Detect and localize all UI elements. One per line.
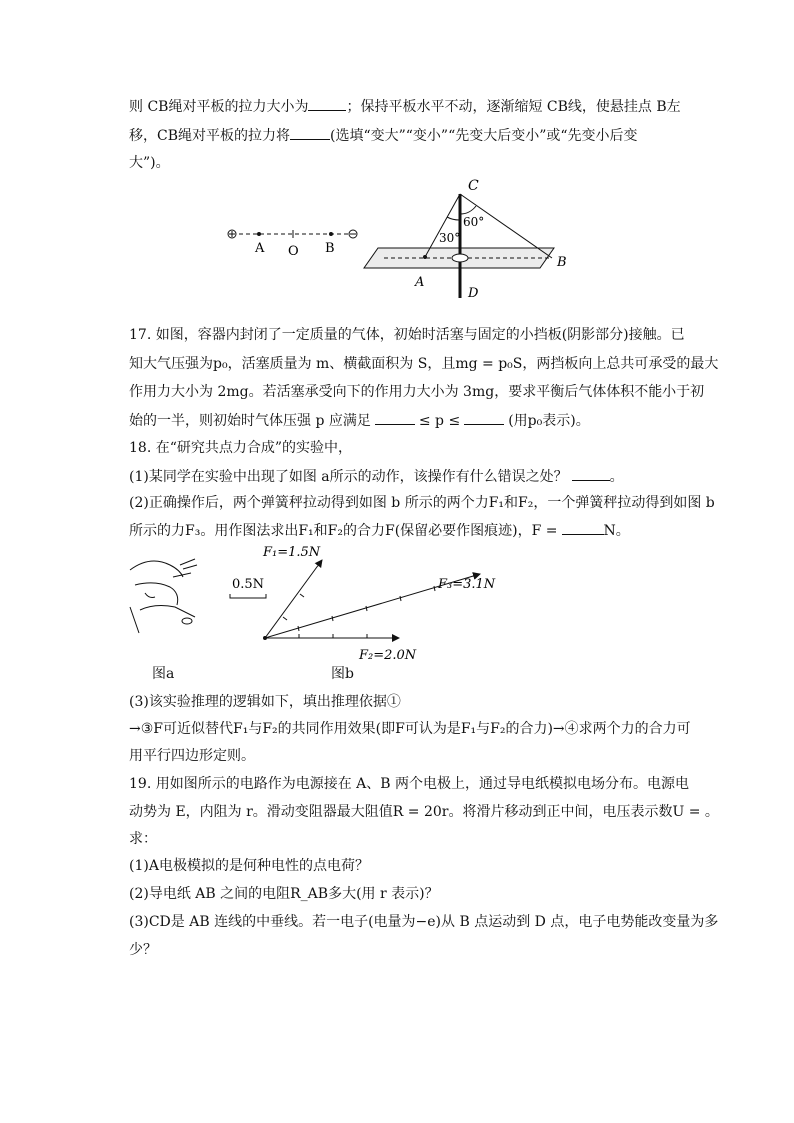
- knuckle-stroke: [145, 593, 155, 598]
- q17-blank-upper[interactable]: [464, 410, 504, 425]
- q18-line-3: (2)正确操作后，两个弹簧秤拉动得到如图 b 所示的两个力F₁和F₂，一个弹簧秤拉动得到如图 b: [129, 495, 715, 511]
- q19-line-5: (2)导电纸 AB 之间的电阻R_AB多大(用 r 表示)？: [129, 886, 439, 902]
- q16-line-3: 大”)。: [129, 155, 170, 171]
- label-b: B: [325, 241, 335, 256]
- q18-figure-b: [225, 540, 515, 665]
- hand-lower-outline: [140, 606, 195, 617]
- point-b: [329, 232, 333, 236]
- board-edge: [130, 607, 139, 633]
- label-f3: F₃=3.1N: [438, 577, 496, 592]
- q17-line-1: 17. 如图，容器内封闭了一定质量的气体，初始时活塞与固定的小挡板(阴影部分)接触。已: [129, 327, 685, 343]
- q18-line-2: (1)某同学在实验中出现了如图 a所示的动作，该操作有什么错误之处？ 。: [129, 466, 624, 487]
- q18-caption-b: 图b: [331, 666, 354, 682]
- q16-line-1: 则 CB绳对平板的拉力大小为 ；保持平板水平不动，逐渐缩短 CB线，使悬挂点 B左: [129, 96, 681, 117]
- q19-line-3: 求：: [129, 831, 157, 847]
- q18-caption-a: 图a: [152, 666, 175, 682]
- q18-line-7: 用平行四边形定则。: [129, 748, 255, 764]
- label-b: B: [557, 255, 567, 270]
- q19-line-4: (1)A电极模拟的是何种电性的点电荷？: [129, 858, 369, 874]
- label-o: O: [288, 244, 299, 259]
- label-a: A: [255, 241, 265, 256]
- angle-arc-60: [460, 206, 476, 214]
- spring-scale-sketch: [173, 559, 197, 577]
- q16-figure-right: [364, 180, 574, 305]
- label-f1: F₁=1.5N: [263, 545, 321, 560]
- angle-arc-30: [447, 217, 460, 220]
- q19-line-7: 少？: [129, 942, 157, 958]
- point-a-hang: [423, 255, 427, 259]
- rod-hole: [452, 254, 468, 262]
- q16-line-2: 移，CB绳对平板的拉力将 (选填“变大”“变小”“先变大后变小”或“先变小后变: [129, 125, 638, 146]
- q17-blank-lower[interactable]: [375, 410, 415, 425]
- f3-ticks: [298, 586, 435, 631]
- scale-bar: [230, 594, 266, 598]
- q18-line-6: →③F可近似替代F₁与F₂的共同作用效果(即F可认为是F₁与F₂的合力)→④求两个力的合力可: [129, 721, 691, 737]
- label-60: 60°: [463, 215, 485, 229]
- q18-blank-1[interactable]: [572, 466, 610, 481]
- f1-ticks: [283, 594, 304, 620]
- q18-figure-a: [125, 555, 205, 637]
- scale-label: 0.5N: [232, 577, 265, 592]
- label-f2: F₂=2.0N: [359, 648, 417, 663]
- label-30: 30°: [439, 231, 461, 245]
- q19-line-6: (3)CD是 AB 连线的中垂线。若一电子(电量为−e)从 B 点运动到 D 点，电子电势能改变量为多: [129, 914, 719, 930]
- q17-line-3: 作用力大小为 2mg。若活塞承受向下的作用力大小为 3mg，要求平衡后气体体积不能小于初: [129, 384, 705, 400]
- q19-line-2: 动势为 E，内阻为 r。滑动变阻器最大阻值R = 20r。将滑片移动到正中间，电压表示数U = 。: [129, 804, 719, 820]
- q18-line-5: (3)该实验推理的逻辑如下，填出推理依据①: [129, 694, 401, 710]
- label-c: C: [468, 178, 479, 194]
- point-a: [257, 232, 261, 236]
- q16-blank-1[interactable]: [308, 96, 346, 111]
- q19-line-1: 19. 用如图所示的电路作为电源接在 A、B 两个电极上，通过导电纸模拟电场分布。电源电: [129, 776, 690, 792]
- hand-upper-outline: [130, 561, 183, 577]
- f2-ticks: [299, 634, 367, 638]
- label-d: D: [468, 286, 479, 301]
- pin-icon: [182, 618, 192, 624]
- q17-line-4: 始的一半，则初始时气体压强 p 应满足 ≤ p ≤ (用p₀表示)。: [129, 410, 590, 431]
- q16-figure-left: [222, 222, 362, 262]
- q16-blank-2[interactable]: [290, 125, 330, 140]
- hand-finger-outline: [135, 583, 178, 605]
- origin-point: [263, 636, 267, 640]
- label-a: A: [415, 275, 425, 290]
- q18-blank-2[interactable]: [562, 520, 604, 535]
- q17-line-2: 知大气压强为p₀，活塞质量为 m、横截面积为 S，且mg = p₀S，两挡板向上总共可承受的最大: [129, 356, 719, 372]
- q18-line-1: 18. 在“研究共点力合成”的实验中，: [129, 440, 353, 456]
- q18-line-4: 所示的力F₃。用作图法求出F₁和F₂的合力F(保留必要作图痕迹)，F = N。: [129, 520, 630, 541]
- vector-f1: [265, 560, 322, 638]
